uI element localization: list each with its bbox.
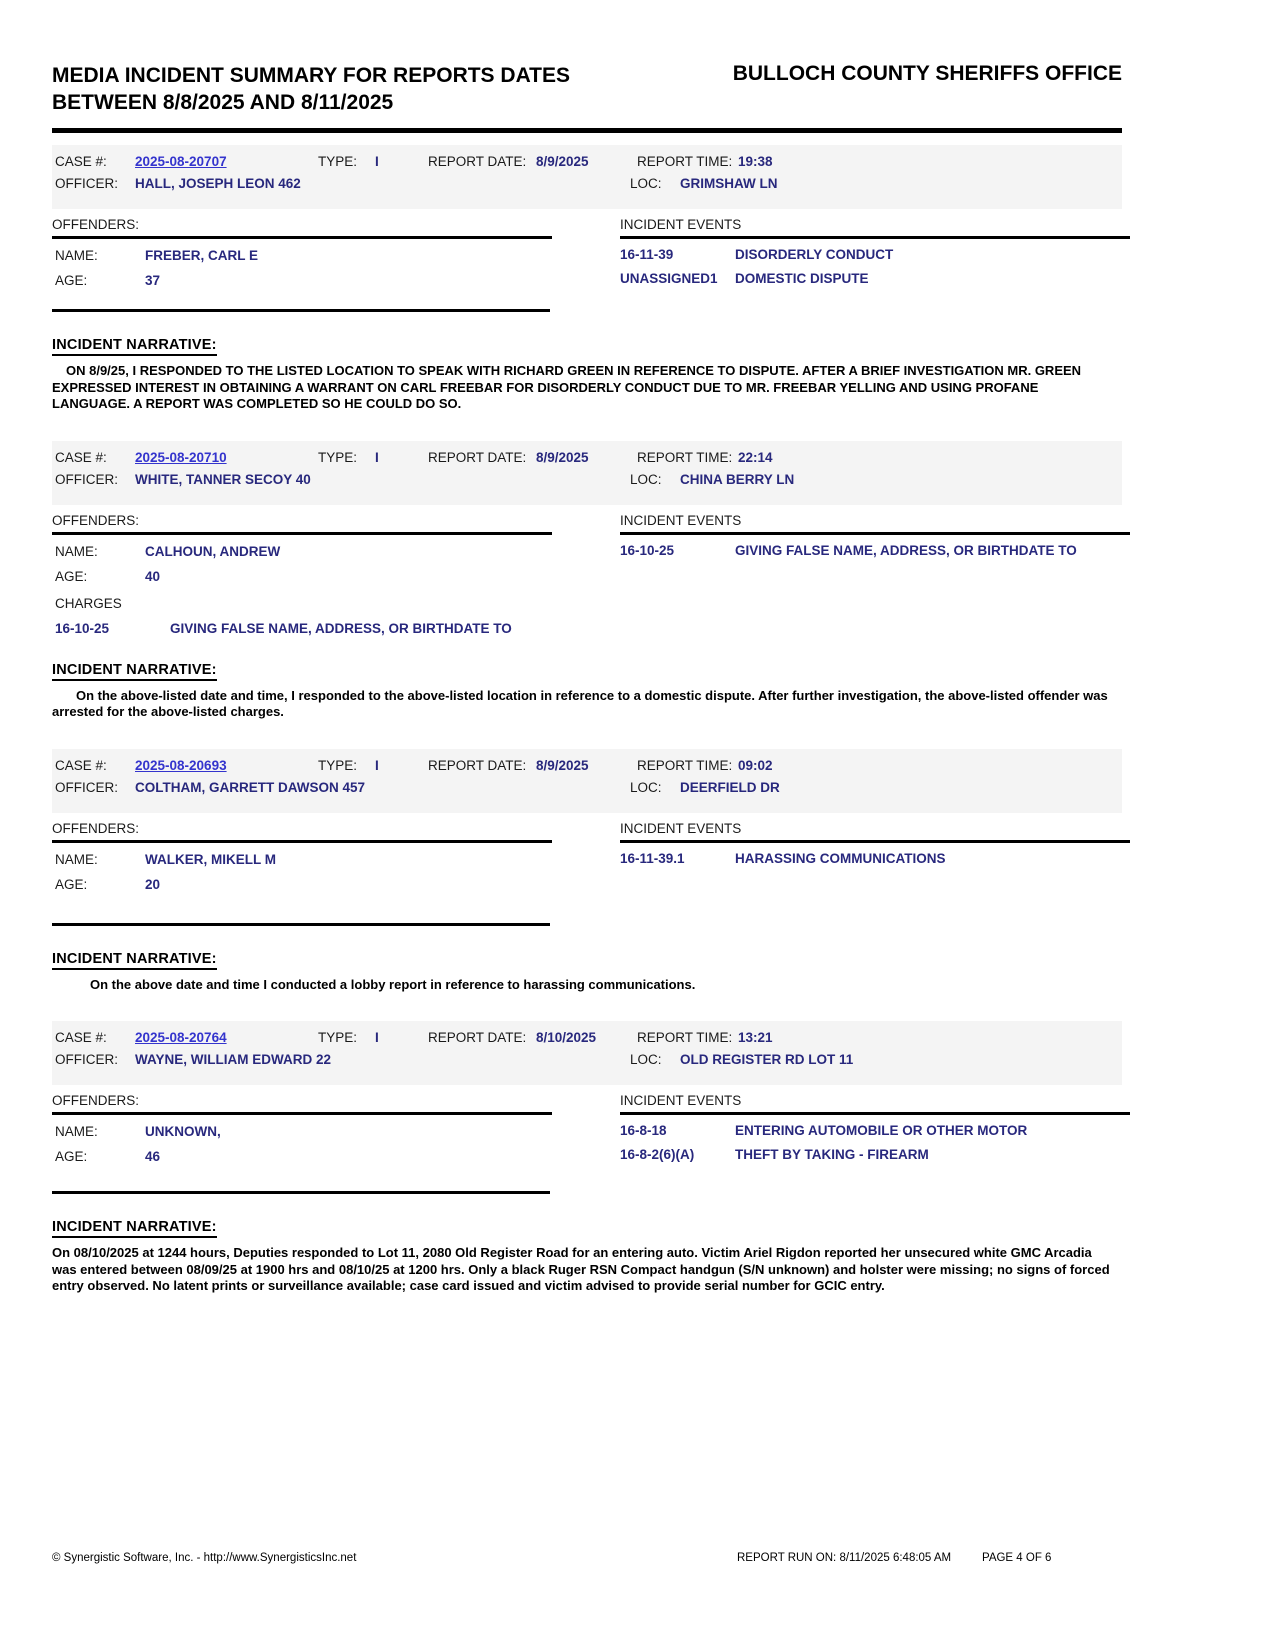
age-label: AGE:	[55, 568, 88, 584]
case-header-row1	[52, 1030, 1122, 1052]
report-date-value: 8/9/2025	[536, 757, 589, 773]
report-time-label: REPORT TIME:	[637, 154, 733, 169]
type-value: I	[375, 1030, 379, 1045]
event-code: 16-10-25	[620, 542, 675, 558]
event-code: 16-11-39	[620, 247, 674, 262]
offender-age-row	[52, 273, 552, 289]
narrative-heading: INCIDENT NARRATIVE:	[52, 1219, 217, 1238]
event-row	[620, 271, 1130, 287]
loc-label: LOC:	[630, 779, 662, 795]
offender-name-row	[52, 852, 552, 868]
report-date-label: REPORT DATE:	[428, 1030, 527, 1045]
event-row	[620, 851, 1130, 867]
report-title-line2: BETWEEN 8/8/2025 AND 8/11/2025	[52, 91, 394, 114]
event-description: GIVING FALSE NAME, ADDRESS, OR BIRTHDATE TO	[735, 542, 1077, 558]
incident-block-4	[52, 1021, 1122, 1295]
footer-report-run: REPORT RUN ON: 8/11/2025 6:48:05 AM	[737, 1552, 952, 1564]
event-row	[620, 247, 1130, 263]
event-row	[620, 543, 1130, 559]
age-label: AGE:	[55, 273, 88, 288]
case-label: CASE #:	[55, 1030, 107, 1045]
offenders-endline	[52, 1191, 550, 1194]
case-header-row2	[52, 472, 1122, 494]
officer-value: HALL, JOSEPH LEON 462	[135, 176, 301, 191]
footer-page-number: PAGE 4 OF 6	[982, 1552, 1052, 1564]
offenders-section	[52, 1093, 552, 1194]
incident-events-heading: INCIDENT EVENTS	[620, 821, 1130, 843]
offender-age-row	[52, 569, 552, 585]
narrative-text: On 08/10/2025 at 1244 hours, Deputies responded to Lot 11, 2080 Old Register Road for an entering auto. Victim Ariel Rigdon reported her unsecured white GMC Arcadia was entered between 08/09/25 at 1900 hrs and 08/10/25 at 1200 hrs. Only a black Ruger RSN Compact handgun (S/N unknown) and holster were missing; no signs of forced entry observed. No latent prints or surveillance available; case card issued and victim advised to provide serial number for GCIC entry.	[52, 1245, 1110, 1293]
page-footer	[0, 1552, 1275, 1572]
offender-name-value: CALHOUN, ANDREW	[145, 543, 281, 559]
report-title-line1: MEDIA INCIDENT SUMMARY FOR REPORTS DATES	[52, 64, 571, 87]
agency-name: BULLOCH COUNTY SHERIFFS OFFICE	[732, 62, 1122, 85]
event-description: HARASSING COMMUNICATIONS	[735, 850, 946, 866]
report-time-value: 13:21	[738, 1030, 773, 1045]
case-header-row1	[52, 450, 1122, 472]
case-header-banner	[52, 441, 1122, 505]
incident-narrative	[52, 950, 1122, 994]
offenders-section	[52, 217, 552, 312]
officer-label: OFFICER:	[55, 176, 118, 191]
loc-label: LOC:	[630, 1052, 662, 1067]
type-label: TYPE:	[318, 1030, 358, 1045]
narrative-text: On the above-listed date and time, I responded to the above-listed location in reference to a domestic dispute. After further investigation, the above-listed offender was arrested for the above-listed charges.	[52, 687, 1108, 719]
report-date-label: REPORT DATE:	[428, 757, 527, 773]
incident-events-section	[620, 821, 1130, 926]
offenders-heading: OFFENDERS:	[52, 217, 552, 239]
charge-code: 16-10-25	[55, 620, 110, 636]
loc-value: CHINA BERRY LN	[680, 471, 795, 487]
event-description: ENTERING AUTOMOBILE OR OTHER MOTOR	[735, 1123, 1028, 1138]
incident-events-heading: INCIDENT EVENTS	[620, 513, 1130, 535]
case-header-row2	[52, 780, 1122, 802]
report-date-value: 8/9/2025	[536, 449, 589, 465]
incident-narrative	[52, 1218, 1122, 1295]
offender-name-row	[52, 544, 552, 560]
case-label: CASE #:	[55, 757, 107, 773]
offender-age-value: 46	[145, 1149, 161, 1164]
offenders-endline	[52, 923, 550, 926]
header-rule	[52, 128, 1122, 133]
case-label: CASE #:	[55, 154, 107, 169]
type-value: I	[375, 757, 379, 773]
incident-events-heading: INCIDENT EVENTS	[620, 217, 1130, 239]
officer-label: OFFICER:	[55, 1052, 118, 1067]
report-date-value: 8/10/2025	[536, 1030, 597, 1045]
case-header-row1	[52, 758, 1122, 780]
report-time-value: 19:38	[738, 154, 773, 169]
report-date-label: REPORT DATE:	[428, 154, 527, 169]
case-header-row1	[52, 154, 1122, 176]
report-time-label: REPORT TIME:	[637, 757, 733, 773]
type-value: I	[375, 449, 379, 465]
age-label: AGE:	[55, 876, 88, 892]
name-label: NAME:	[55, 851, 98, 867]
charges-heading-row	[52, 596, 552, 612]
offender-name-value: WALKER, MIKELL M	[145, 851, 276, 867]
type-label: TYPE:	[318, 449, 358, 465]
age-label: AGE:	[55, 1149, 88, 1164]
incident-events-heading: INCIDENT EVENTS	[620, 1093, 1130, 1115]
event-description: THEFT BY TAKING - FIREARM	[735, 1147, 929, 1162]
narrative-heading: INCIDENT NARRATIVE:	[52, 951, 217, 970]
report-date-label: REPORT DATE:	[428, 449, 527, 465]
case-header-row2	[52, 176, 1122, 198]
report-time-value: 22:14	[738, 449, 773, 465]
case-number-link[interactable]: 2025-08-20710	[135, 449, 227, 465]
officer-label: OFFICER:	[55, 779, 118, 795]
narrative-heading: INCIDENT NARRATIVE:	[52, 662, 217, 681]
loc-value: DEERFIELD DR	[680, 779, 780, 795]
narrative-heading: INCIDENT NARRATIVE:	[52, 337, 217, 356]
offenders-heading: OFFENDERS:	[52, 821, 552, 843]
offenders-heading: OFFENDERS:	[52, 513, 552, 535]
officer-value: WAYNE, WILLIAM EDWARD 22	[135, 1052, 332, 1067]
report-time-value: 09:02	[738, 757, 773, 773]
charge-row	[52, 621, 552, 637]
loc-label: LOC:	[630, 471, 662, 487]
officer-value: WHITE, TANNER SECOY 40	[135, 471, 311, 487]
report-title	[52, 62, 672, 116]
event-code: 16-11-39.1	[620, 850, 685, 866]
narrative-text: ON 8/9/25, I RESPONDED TO THE LISTED LOCATION TO SPEAK WITH RICHARD GREEN IN REFERENCE TO DISPUTE. AFTER A BRIEF INVESTIGATION MR. GREEN EXPRESSED INTEREST IN OBTAINING A WARRANT ON CARL FREEBAR FOR DISORDERLY CONDUCT DUE TO MR. FREEBAR YELLING AND USING PROFANE LANGUAGE. A REPORT WAS COMPLETED SO HE COULD DO SO.	[52, 363, 1082, 411]
report-date-value: 8/9/2025	[536, 154, 589, 169]
case-header-banner	[52, 1021, 1122, 1085]
report-time-label: REPORT TIME:	[637, 449, 733, 465]
incident-block-1	[52, 145, 1122, 413]
type-label: TYPE:	[318, 154, 358, 169]
offender-name-row	[52, 248, 552, 264]
event-row	[620, 1123, 1130, 1139]
case-header-banner	[52, 749, 1122, 813]
event-code: 16-8-2(6)(A)	[620, 1147, 695, 1162]
charge-description: GIVING FALSE NAME, ADDRESS, OR BIRTHDATE TO	[170, 620, 512, 636]
incident-events-section	[620, 1093, 1130, 1194]
incident-block-3	[52, 749, 1122, 994]
case-header-row2	[52, 1052, 1122, 1074]
event-description: DOMESTIC DISPUTE	[735, 271, 869, 286]
event-row	[620, 1147, 1130, 1163]
offender-age-row	[52, 877, 552, 893]
name-label: NAME:	[55, 1124, 98, 1139]
case-number-link[interactable]: 2025-08-20707	[135, 154, 227, 169]
offender-name-row	[52, 1124, 552, 1140]
loc-value: GRIMSHAW LN	[680, 176, 778, 191]
event-code: UNASSIGNED1	[620, 271, 718, 286]
report-time-label: REPORT TIME:	[637, 1030, 733, 1045]
event-code: 16-8-18	[620, 1123, 667, 1138]
case-number-link[interactable]: 2025-08-20693	[135, 757, 227, 773]
event-description: DISORDERLY CONDUCT	[735, 247, 894, 262]
loc-value: OLD REGISTER RD LOT 11	[680, 1052, 854, 1067]
offenders-section	[52, 821, 552, 926]
offender-age-row	[52, 1149, 552, 1165]
case-header-banner	[52, 145, 1122, 209]
footer-copyright: © Synergistic Software, Inc. - http://www.SynergisticsInc.net	[52, 1552, 357, 1564]
incident-events-section	[620, 217, 1130, 312]
report-header	[52, 62, 1122, 116]
incident-events-section	[620, 513, 1130, 637]
name-label: NAME:	[55, 248, 98, 263]
charges-label: CHARGES	[55, 595, 122, 611]
name-label: NAME:	[55, 543, 98, 559]
incident-block-2	[52, 441, 1122, 721]
incident-narrative	[52, 661, 1122, 721]
offenders-heading: OFFENDERS:	[52, 1093, 552, 1115]
offenders-section	[52, 513, 552, 637]
offender-name-value: UNKNOWN,	[145, 1124, 221, 1139]
offender-age-value: 37	[145, 273, 161, 288]
case-label: CASE #:	[55, 449, 107, 465]
officer-label: OFFICER:	[55, 471, 118, 487]
offenders-endline	[52, 309, 550, 312]
incident-narrative	[52, 336, 1122, 413]
offender-name-value: FREBER, CARL E	[145, 248, 259, 263]
narrative-text: On the above date and time I conducted a lobby report in reference to harassing communications.	[90, 976, 696, 992]
type-value: I	[375, 154, 379, 169]
offender-age-value: 20	[145, 876, 161, 892]
officer-value: COLTHAM, GARRETT DAWSON 457	[135, 779, 366, 795]
type-label: TYPE:	[318, 757, 358, 773]
case-number-link[interactable]: 2025-08-20764	[135, 1030, 227, 1045]
loc-label: LOC:	[630, 176, 662, 191]
offender-age-value: 40	[145, 568, 161, 584]
